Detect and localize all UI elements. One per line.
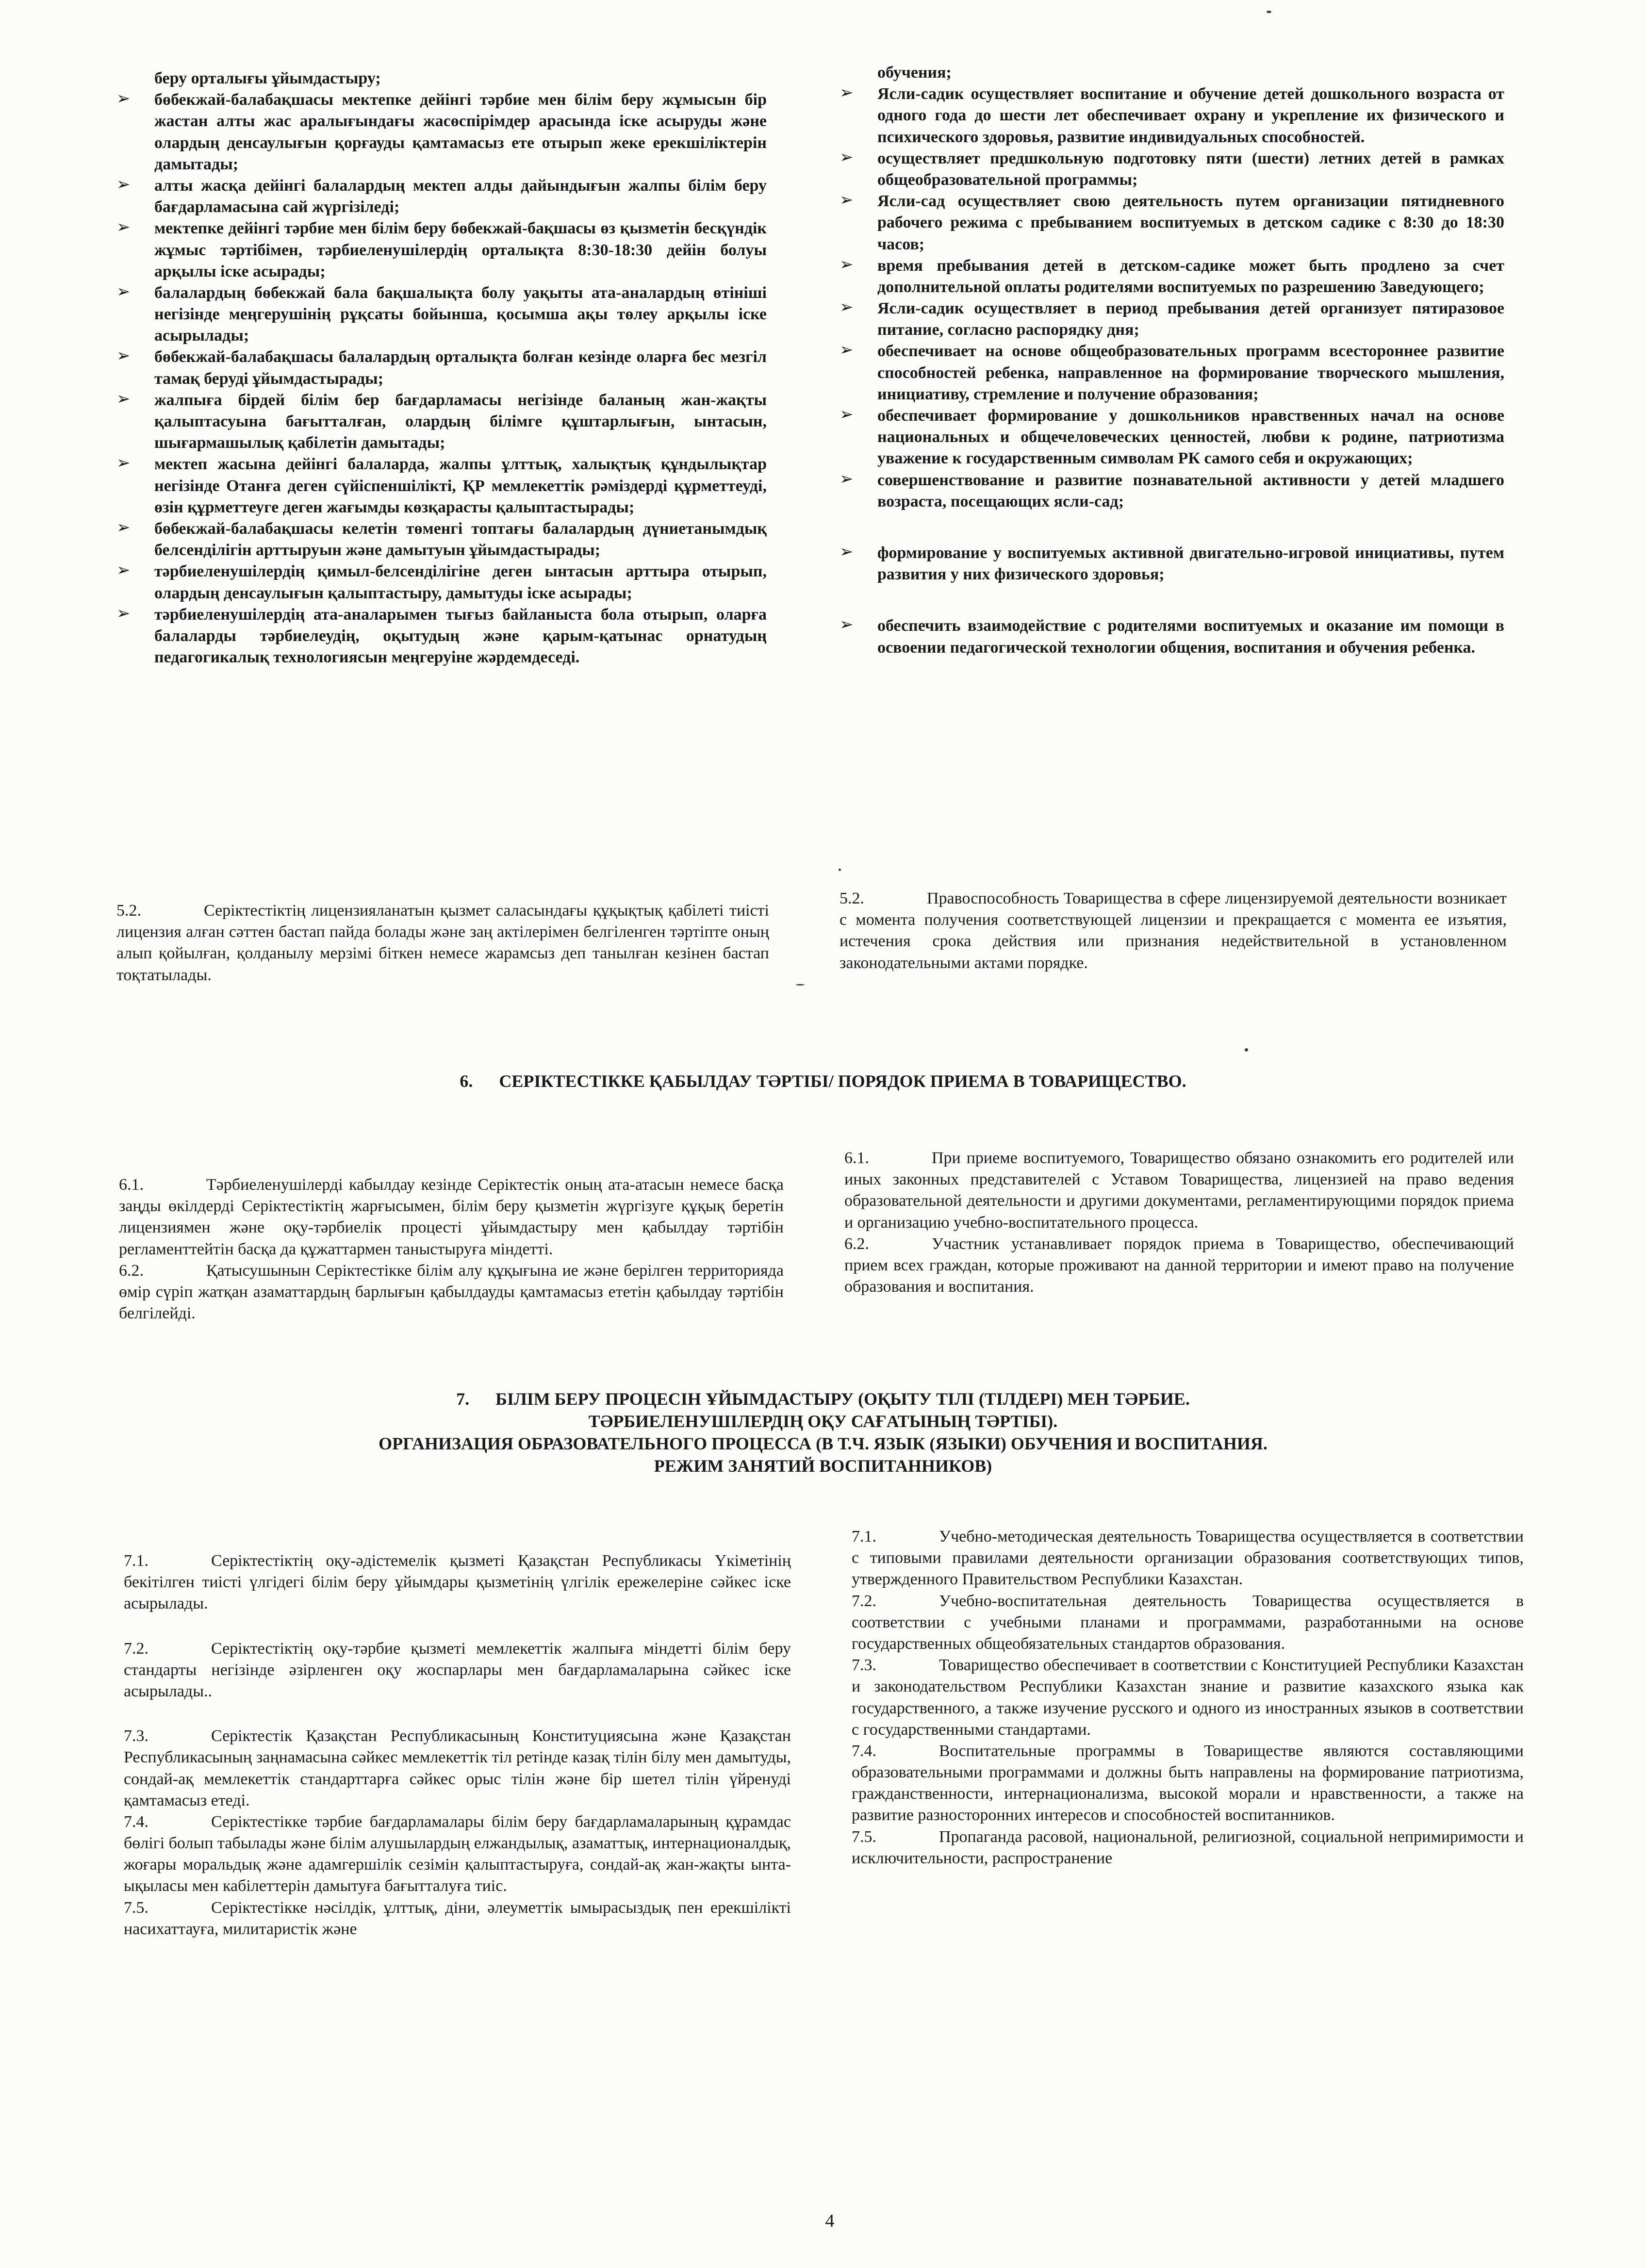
clause-number: 7.5. [124, 1898, 148, 1917]
bullet-arrow-icon: ➢ [839, 542, 854, 561]
clause-number: 7.4. [852, 1742, 876, 1760]
bullet-arrow-icon: ➢ [116, 561, 131, 580]
clause-number: 7.5. [852, 1827, 876, 1846]
bullet-item [839, 470, 1504, 512]
right-lead-line: обучения; [877, 64, 952, 82]
scan-speck [1245, 1048, 1248, 1052]
bullet-arrow-icon: ➢ [116, 90, 131, 108]
clause-paragraph [852, 1655, 1524, 1741]
bullet-text: бөбекжай-балабақшасы мектепке дейінгі тәрбие мен білім беру жұмысын бір жастан алты жас аралығындағы жасөспірімдер арасында іске асыруды және олардың денсаулығын қорғауды қамтамасыз ете отырып жеке ерекшіліктерін дамытады; [154, 91, 767, 173]
section-6-number: 6. [460, 1071, 473, 1091]
bullet-text: совершенствование и развитие познавательной активности у детей младшего возраста, посещающих ясли-сад; [877, 471, 1504, 510]
bullet-item [839, 615, 1504, 658]
clause-number: 7.1. [124, 1552, 148, 1570]
clause-number: 5.2. [116, 902, 141, 920]
left-lead-line: беру орталығы ұйымдастыру; [154, 69, 381, 87]
clause-text: Қатысушынын Серіктестікке білім алу құқығына ие және берілген территорияда өмір сүріп жатқан азаматтардың барлығын қабылдауды қамтамасыз ететін қабылдау тәртібін белгілейді. [119, 1261, 784, 1323]
clause-number: 7.1. [852, 1528, 876, 1545]
bullet-arrow-icon: ➢ [839, 191, 854, 210]
section-7-title-kz-1: БІЛІМ БЕРУ ПРОЦЕСІН ҰЙЫМДАСТЫРУ (ОҚЫТУ ТІЛІ (ТІЛДЕРІ) МЕН ТӘРБИЕ. [495, 1389, 1190, 1409]
clause-text: Участник устанавливает порядок приема в Товарищество, обеспечивающий прием всех граждан, которые проживают на данной территории и имеют право на получение образования и воспитания. [844, 1234, 1514, 1296]
bullet-text: тәрбиеленушілердің ата-аналарымен тығыз байланыста бола отырып, оларға балаларды тәрбиелеудің, оқытудың және қарым-қатынас орнатудың педагогикалық технологиясын меңгеруіне жәрдемдеседі. [154, 605, 767, 667]
bullet-text: бөбекжай-балабақшасы келетін төменгі топтағы балалардың дүниетанымдық белсенділігін арттыруын және дамытуын ұйымдастырады; [154, 519, 767, 559]
bullet-arrow-icon: ➢ [116, 604, 131, 623]
clause-paragraph [844, 1233, 1514, 1298]
right-bullet-list [839, 83, 1504, 658]
bullet-item [116, 604, 767, 669]
clause-paragraph [124, 1811, 791, 1897]
bullet-item [839, 341, 1504, 405]
right-bullets-block [839, 62, 1504, 658]
bullet-text: формирование у воспитуемых активной двигательно-игровой инициативы, путем развития у них физического здоровья; [877, 543, 1504, 584]
bullet-item [116, 175, 767, 218]
clause-text: Серіктестіктің оқу-тәрбие қызметі мемлекеттік жалпыға міндетті білім беру стандарты негізінде әзірленген оқу жоспарлары мен бағдарламаларына сәйкес іске асырылады.. [124, 1639, 791, 1700]
clause-number: 6.2. [119, 1261, 144, 1280]
bullet-arrow-icon: ➢ [116, 218, 131, 237]
bullet-text: осуществляет предшкольную подготовку пяти (шести) летних детей в рамках общеобразовательной программы; [877, 149, 1504, 189]
bullet-text: обеспечивает на основе общеобразовательных программ всестороннее развитие способностей ребенка, направленное на формирование творческого мышления, инициативу, стремление и получение образования; [877, 342, 1504, 403]
bullet-arrow-icon: ➢ [116, 454, 131, 473]
section-7-title-kz-2: ТӘРБИЕЛЕНУШІЛЕРДІҢ ОҚУ САҒАТЫНЫҢ ТӘРТІБІ). [588, 1412, 1058, 1431]
clause-number: 7.3. [852, 1656, 876, 1675]
clause-text: Товарищество обеспечивает в соответствии с Конституцией Республики Казахстан и законодательством Республики Казахстан знание и развитие казахского языка как государственного, а также изучение русского и одного из иностранных языков в соответствии с государственными стандартами. [852, 1656, 1524, 1739]
clause-paragraph [119, 1260, 784, 1325]
clause-paragraph [124, 1550, 791, 1615]
section-7-title-ru-1: ОРГАНИЗАЦИЯ ОБРАЗОВАТЕЛЬНОГО ПРОЦЕССА (В Т.Ч. ЯЗЫК (ЯЗЫКИ) ОБУЧЕНИЯ И ВОСПИТАНИЯ. [379, 1434, 1267, 1454]
bullet-item [116, 454, 767, 518]
clause-number: 7.2. [852, 1592, 876, 1610]
clause-paragraph [844, 1148, 1514, 1233]
bullet-item [839, 148, 1504, 191]
bullet-text: Ясли-сад осуществляет свою деятельность путем организации пятидневного рабочего режима с пребыванием воспитуемых в детском садике с 8:30 до 18:30 часов; [877, 192, 1504, 253]
section-7-heading [0, 1388, 1646, 1477]
bullet-arrow-icon: ➢ [839, 84, 854, 102]
bullet-text: мектеп жасына дейінгі балаларда, жалпы ұлттық, халықтық құндылықтар негізінде Отанға деген сүйіспеншілікті, ҚР мемлекеттік рәміздерді құрметтеуді, өзін құрметтеуге деген жағымды көзқарасты қалыптастырады; [154, 455, 767, 516]
bullet-text: Ясли-садик осуществляет в период пребывания детей организует пятиразовое питание, согласно распорядку дня; [877, 299, 1504, 339]
clause-paragraph [124, 1638, 791, 1703]
scan-speck [839, 869, 841, 871]
clause-text: Серіктестіктің оқу-әдістемелік қызметі Қазақстан Республикасы Үкіметінің бекітілген тиісті үлгідегі білім беру ұйымдары қызметінің үлгілік ережелеріне сәйкес іске асырылады. [124, 1552, 791, 1613]
bullet-item [839, 83, 1504, 148]
bullet-item [116, 346, 767, 389]
left-clause-5-2 [116, 900, 769, 986]
bullet-item [116, 390, 767, 454]
clause-paragraph [852, 1591, 1524, 1655]
bullet-arrow-icon: ➢ [839, 470, 854, 488]
bullet-text: алты жасқа дейінгі балалардың мектеп алды дайындығын жалпы білім беру бағдарламасына сай жүргізіледі; [154, 176, 767, 216]
clause-text: Серіктестікке нәсілдік, ұлттық, діни, әлеуметтік ымырасыздық пен ерекшілікті насихаттауға, милитаристік және [124, 1898, 791, 1938]
clause-text: Правоспособность Товарищества в сфере лицензируемой деятельности возникает с момента получения соответствующей лицензии и прекращается с момента ее изъятия, истечения срока действия или признания недействительной в установленном законодательными актами порядке. [839, 889, 1507, 972]
bullet-arrow-icon: ➢ [116, 347, 131, 365]
clause-text: Учебно-методическая деятельность Товарищества осуществляется в соответствии с типовыми правилами деятельности организации образования соответствующих типов, утвержденного Правительством Республики Казахстан. [852, 1528, 1524, 1589]
clause-text: Учебно-воспитательная деятельность Товарищества осуществляется в соответствии с учебными планами и программами, разработанными на основе государственных общеобязательных стандартов образования. [852, 1592, 1524, 1653]
left-bullet-list [116, 89, 767, 668]
scan-speck [1267, 11, 1271, 13]
clause-number: 6.1. [119, 1176, 144, 1194]
clause-text: Пропаганда расовой, национальной, религиозной, социальной непримиримости и исключительности, распространение [852, 1827, 1524, 1867]
bullet-text: жалпыға бірдей білім бер бағдарламасы негізінде баланың жан-жақты қалыптасуына бағытталған, олардың білімге құштарлығын, ынтасын, шығармашылық қабілетін дамытады; [154, 391, 767, 452]
bullet-arrow-icon: ➢ [839, 298, 854, 317]
bullet-item [839, 255, 1504, 298]
clause-number: 5.2. [839, 889, 864, 907]
bullet-item [839, 191, 1504, 255]
section-6-left-column [119, 1174, 784, 1324]
clause-paragraph [124, 1897, 791, 1940]
bullet-arrow-icon: ➢ [839, 406, 854, 424]
clause-number: 7.3. [124, 1727, 148, 1745]
bullet-text: Ясли-садик осуществляет воспитание и обучение детей дошкольного возраста от одного года до шести лет обеспечивает охрану и укрепление их физического и психического здоровья, развитие индивидуальных способностей. [877, 85, 1504, 146]
bullet-item [116, 218, 767, 282]
clause-text: Воспитательные программы в Товариществе являются составляющими образовательными программами и должны быть направлены на формирование патриотизма, гражданственности, интернационализма, высокой морали и нравственности, а также на развитие разносторонних интересов и способностей воспитанников. [852, 1742, 1524, 1824]
clause-number: 6.1. [844, 1149, 869, 1167]
section-6-title: СЕРІКТЕСТІККЕ ҚАБЫЛДАУ ТӘРТІБІ/ ПОРЯДОК ПРИЕМА В ТОВАРИЩЕСТВО. [499, 1071, 1186, 1091]
section-7-title-ru-2: РЕЖИМ ЗАНЯТИЙ ВОСПИТАННИКОВ) [654, 1456, 992, 1476]
bullet-arrow-icon: ➢ [839, 148, 854, 166]
bullet-text: обеспечивает формирование у дошкольников нравственных начал на основе национальных и общечеловеческих ценностей, любви к родине, патриотизма уважение к государственным символам РК самого себя и окружающих; [877, 407, 1504, 468]
page-number: 4 [825, 2211, 835, 2231]
section-7-left-column [124, 1550, 791, 1940]
section-7-number: 7. [456, 1389, 470, 1409]
clause-paragraph [119, 1174, 784, 1260]
scan-speck [796, 984, 805, 986]
clause-paragraph [852, 1826, 1524, 1869]
bullet-item [116, 561, 767, 604]
bullet-item [116, 518, 767, 561]
bullet-item [116, 282, 767, 347]
left-bullets-block [116, 68, 767, 668]
clause-number: 7.2. [124, 1639, 148, 1658]
clause-paragraph [852, 1741, 1524, 1826]
bullet-arrow-icon: ➢ [116, 282, 131, 301]
section-6-right-column [844, 1148, 1514, 1298]
bullet-arrow-icon: ➢ [839, 255, 854, 274]
clause-text: Тәрбиеленушілерді кабылдау кезінде Серіктестік оның ата-атасын немесе басқа заңды өкілдерді Серіктестіктің жарғысымен, білім беру қызметін жүргізуге құқық беретін лицензиямен және оқу-тәрбиелік процесті ұйымдастыру мен қабылдау тәртібін регламенттейтін басқа да құжаттармен таныстыруға міндетті. [119, 1176, 784, 1258]
clause-text: При приеме воспитуемого, Товарищество обязано ознакомить его родителей или иных законных представителей с Уставом Товарищества, лицензией на право ведения образовательной деятельности и другими документами, регламентирующими порядок приема и организацию учебно-воспитательного процесса. [844, 1149, 1514, 1232]
bullet-arrow-icon: ➢ [116, 390, 131, 408]
bullet-item [839, 298, 1504, 341]
bullet-item [839, 542, 1504, 585]
clause-text: Серіктестік Қазақстан Республикасының Конституциясына және Қазақстан Республикасының заңнамасына сәйкес мемлекеттік тіл ретінде казақ тілін білу мен дамытуды, сондай-ақ мемлекеттік стандарттарға сәйкес орыс тілін және бір шетел тілін үйренуді қамтамасыз етеді. [124, 1727, 791, 1809]
clause-text: Серіктестікке тәрбие бағдарламалары білім беру бағдарламаларының құрамдас бөлігі болып табылады және білім алушылардың елжандылық, азаматтық, интернационалдық, жоғары моральдық және адамгершілік сезімін қалыптастыруға, сондай-ақ жан-жақты ынта-ықыласы мен кабілеттерін дамытуға бағытталуға тиіс. [124, 1812, 791, 1895]
clause-paragraph [852, 1526, 1524, 1591]
bullet-arrow-icon: ➢ [839, 341, 854, 360]
bullet-text: время пребывания детей в детском-садике может быть продлено за счет дополнительной оплаты родителями воспитуемых по разрешению Заведующего; [877, 256, 1504, 296]
bullet-text: бөбекжай-балабақшасы балалардың орталықта болған кезінде оларға бес мезгіл тамақ беруді ұйымдастырады; [154, 348, 767, 388]
bullet-arrow-icon: ➢ [116, 175, 131, 194]
section-7-right-column [852, 1526, 1524, 1869]
bullet-arrow-icon: ➢ [116, 518, 131, 537]
bullet-item [116, 89, 767, 175]
bullet-text: мектепке дейінгі тәрбие мен білім беру бөбекжай-бақшасы өз қызметін бесқүндік жұмыс тәртібімен, тәрбиеленушілердің орталықта 8:30-18:30 дейін болуы арқылы іске асырады; [154, 219, 767, 280]
clause-text: Серіктестіктің лицензияланатын қызмет саласындағы құқықтық қабілеті тиісті лицензия алған сәттен бастап пайда болады және заң актілерімен белгіленген тәртіпте оның алып қойылған, қолданылу мерзімі біткен немесе жарамсыз деп танылған кезінен бастап тоқтатылады. [116, 902, 769, 984]
right-clause-5-2 [839, 888, 1507, 974]
clause-number: 6.2. [844, 1234, 869, 1253]
bullet-text: балалардың бөбекжай бала бақшалықта болу уақыты ата-аналардың өтініші негізінде меңгерушінің рұқсаты бойынша, қосымша ақы төлеу арқылы іске асырылады; [154, 283, 767, 345]
bullet-item [839, 405, 1504, 470]
bullet-arrow-icon: ➢ [839, 616, 854, 634]
bullet-text: обеспечить взаимодействие с родителями воспитуемых и оказание им помощи в освоении педагогической технологии общения, воспитания и обучения ребенка. [877, 617, 1504, 657]
section-6-heading [0, 1070, 1646, 1092]
bullet-text: тәрбиеленушілердің қимыл-белсенділігіне деген ынтасын арттыра отырып, олардың денсаулығын қалыптастыру, дамытуды іске асырады; [154, 562, 767, 602]
clause-number: 7.4. [124, 1812, 148, 1831]
clause-paragraph [124, 1726, 791, 1811]
